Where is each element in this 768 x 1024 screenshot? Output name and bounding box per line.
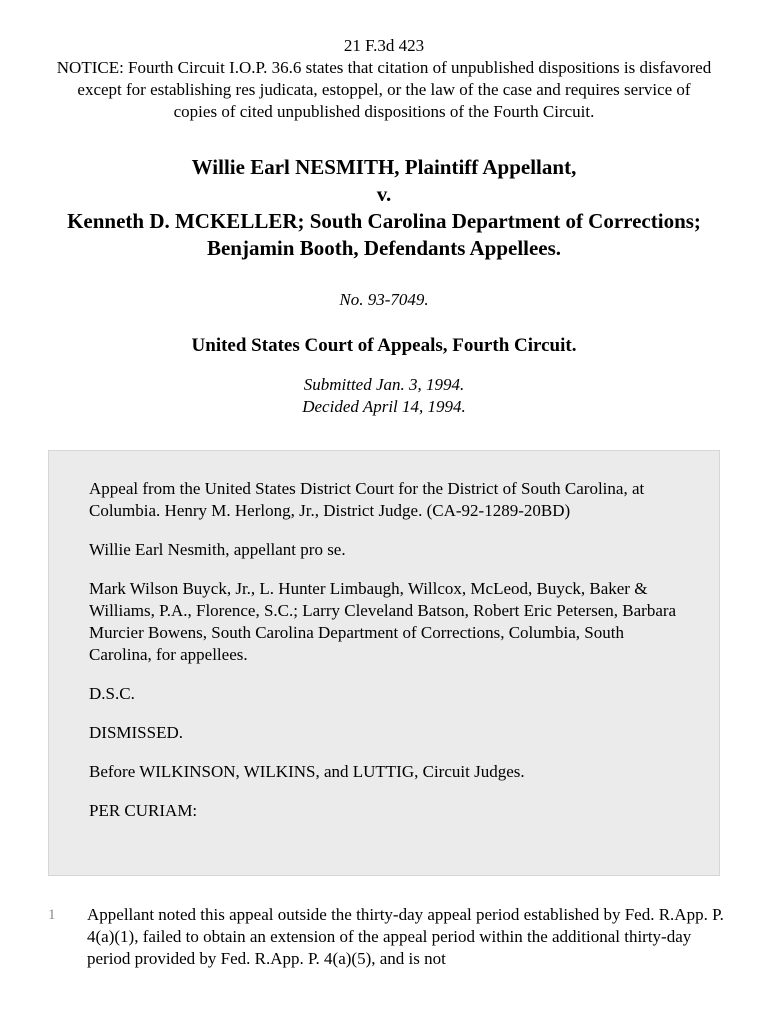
defendants-line: Kenneth D. MCKELLER; South Carolina Department of Corrections; Benjamin Booth, Defendants Appellees. [67, 209, 701, 260]
case-dates [0, 374, 768, 418]
decided-date: Decided April 14, 1994. [302, 397, 466, 416]
docket-number: No. 93-7049. [339, 290, 429, 309]
disposition: DISMISSED. [89, 723, 183, 742]
paragraph-number: 1 [48, 907, 56, 923]
case-caption [60, 154, 708, 262]
panel: Before WILKINSON, WILKINS, and LUTTIG, Circuit Judges. [89, 762, 525, 781]
case-summary-box [48, 450, 720, 876]
submitted-date: Submitted Jan. 3, 1994. [303, 375, 465, 394]
plaintiff-line: Willie Earl NESMITH, Plaintiff Appellant, [191, 155, 577, 179]
notice: NOTICE: Fourth Circuit I.O.P. 36.6 states that citation of unpublished dispositions is disfavored except for establishing res judicata, estoppel, or the law of the case and requires service of copies of cited unpublished dispositions of the Fourth Circuit. [56, 58, 712, 121]
opinion-type: PER CURIAM: [89, 801, 198, 820]
paragraph-text: Appellant noted this appeal outside the thirty-day appeal period established by Fed. R.App. P. 4(a)(1), failed to obtain an extension of the appeal period within the additional thirty-day period provided by Fed. R.App. P. 4(a)(5), and is not [87, 905, 724, 968]
lower-court: D.S.C. [89, 684, 135, 703]
document-header [55, 0, 713, 123]
opinion-paragraph [48, 904, 728, 970]
versus-line: v. [376, 182, 392, 206]
appellant-counsel: Willie Earl Nesmith, appellant pro se. [89, 540, 346, 559]
appellee-counsel: Mark Wilson Buyck, Jr., L. Hunter Limbaugh, Willcox, McLeod, Buyck, Baker & Williams, P.A., Florence, S.C.; Larry Cleveland Batson, Robert Eric Petersen, Barbara Murcier Bowens, South Carolina Department of Corrections, Columbia, South Carolina, for appellees. [89, 579, 677, 664]
appeal-from: Appeal from the United States District Court for the District of South Carolina, at Columbia. Henry M. Herlong, Jr., District Judge. (CA-92-1289-20BD) [89, 479, 645, 520]
citation: 21 F.3d 423 [343, 36, 425, 55]
court-name: United States Court of Appeals, Fourth Circuit. [191, 335, 577, 356]
